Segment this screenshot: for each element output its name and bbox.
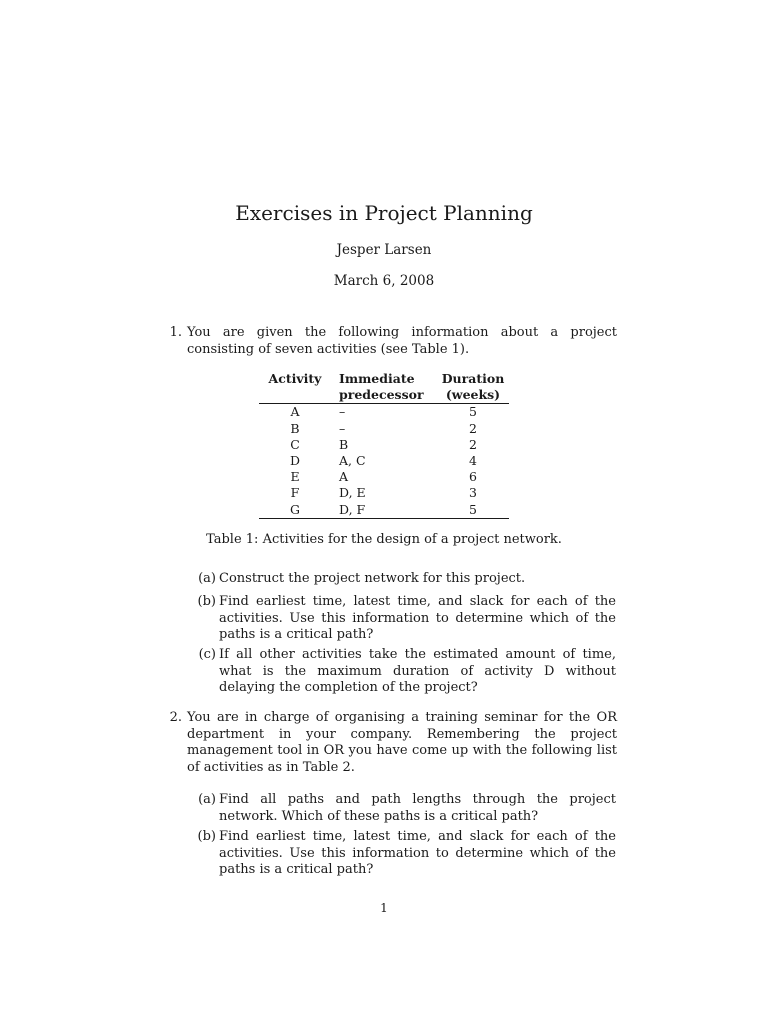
table-cell: – (339, 420, 346, 436)
part-text: Construct the project network for this project. (219, 571, 526, 586)
table-cell: C (290, 436, 300, 452)
table-cell: 4 (469, 453, 477, 469)
question-1-number: 1. (169, 325, 182, 340)
part-label: (b) (197, 829, 216, 844)
activities-table (259, 371, 509, 519)
table-cell: B (339, 436, 349, 452)
paper-title: Exercises in Project Planning (235, 201, 533, 225)
page-number: 1 (380, 901, 388, 915)
table-row (259, 502, 509, 519)
table-cell: A (290, 404, 300, 420)
table-cell: 2 (469, 436, 477, 452)
table-header: (weeks) (437, 387, 509, 404)
table-cell: E (290, 469, 300, 485)
table-header: predecessor (331, 387, 437, 404)
table-cell: D (289, 453, 301, 469)
part-text: Find earliest time, latest time, and slack for each of the activities. Use this information to determine which of the paths is a critical path? (219, 829, 616, 877)
table-cell: 5 (469, 404, 477, 420)
paper-date: March 6, 2008 (333, 273, 435, 289)
table-cell: 2 (469, 420, 477, 436)
part-label: (b) (197, 594, 216, 609)
table-header (259, 387, 331, 404)
table-header: Duration (441, 371, 505, 386)
part-text: Find all paths and path lengths through the project network. Which of these paths is a critical path? (219, 792, 616, 824)
question-2-text: You are in charge of organising a training seminar for the OR department in your company. Remembering the project management tool in OR you have come up with the following list of activities as in Table 2. (187, 710, 617, 775)
table-row (259, 469, 509, 485)
table-cell: – (339, 404, 346, 420)
table-cell: 5 (437, 502, 509, 519)
table-caption: Table 1: Activities for the design of a project network. (206, 532, 562, 547)
table-row (259, 421, 509, 437)
table-cell: D, F (331, 502, 437, 519)
table-row (259, 453, 509, 469)
question-2-number: 2. (169, 710, 182, 725)
part-text: Find earliest time, latest time, and slack for each of the activities. Use this information to determine which of the paths is a critical path? (219, 594, 616, 642)
table-header: Activity (268, 371, 322, 386)
table-cell: A (339, 469, 349, 485)
table-header: Immediate (339, 371, 415, 386)
table-row (259, 404, 509, 421)
table-cell: 3 (469, 485, 477, 501)
table-cell: B (290, 420, 300, 436)
part-label: (a) (198, 571, 216, 586)
part-label: (c) (198, 647, 216, 662)
part-text: If all other activities take the estimated amount of time, what is the maximum duration of activity D without delaying the completion of the project? (219, 647, 616, 695)
part-label: (a) (198, 792, 216, 807)
table-cell: G (259, 502, 331, 519)
table-cell: A, C (339, 453, 366, 469)
table-cell: D, E (339, 485, 366, 501)
table-cell: F (290, 485, 300, 501)
table-row (259, 437, 509, 453)
question-1-text: You are given the following information about a project consisting of seven activities (see Table 1). (187, 325, 617, 357)
table-row (259, 485, 509, 501)
author-name: Jesper Larsen (336, 242, 432, 258)
table-cell: 6 (469, 469, 477, 485)
